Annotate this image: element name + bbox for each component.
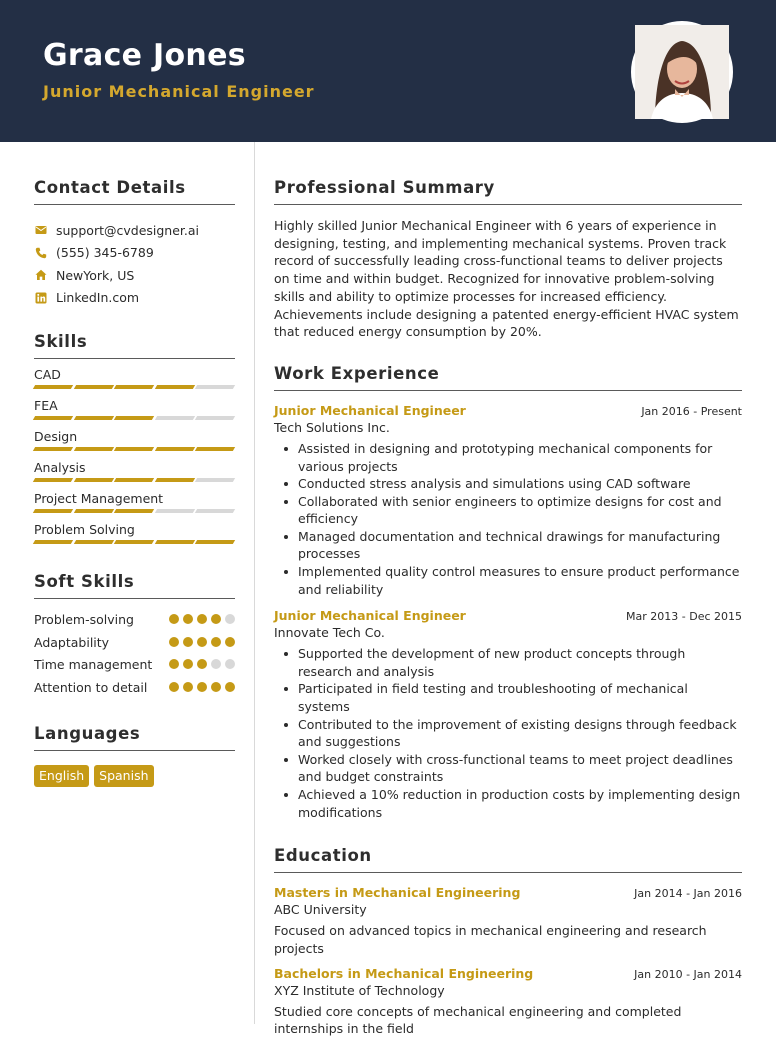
- job-company: Innovate Tech Co.: [274, 625, 385, 641]
- envelope-icon: [34, 223, 48, 237]
- rating-dot: [225, 614, 235, 624]
- skill-level-segment: [155, 385, 195, 389]
- resume-header: [0, 0, 776, 142]
- rating-dot: [183, 682, 193, 692]
- skill-level-bar: [34, 478, 235, 483]
- skill-name: FEA: [34, 398, 58, 413]
- skill-item: [34, 367, 235, 390]
- rating-dot: [211, 659, 221, 669]
- contact-location: [34, 264, 235, 287]
- skill-name: Design: [34, 429, 78, 444]
- rating-dot: [169, 614, 179, 624]
- rating-dot: [225, 682, 235, 692]
- skill-level-segment: [33, 509, 73, 513]
- rating-dot: [211, 614, 221, 624]
- skill-level-segment: [33, 385, 73, 389]
- phone-icon: [34, 246, 48, 260]
- skill-level-bar: [34, 385, 235, 390]
- soft-skills-section: [34, 572, 235, 696]
- degree-title: Masters in Mechanical Engineering: [274, 885, 521, 901]
- job-bullet: Assisted in designing and prototyping mechanical components for various projects: [274, 440, 742, 475]
- home-icon: [34, 268, 48, 282]
- soft-skill-item: [34, 679, 235, 697]
- job-bullet: Managed documentation and technical drawings for manufacturing processes: [274, 528, 742, 563]
- skill-level-segment: [114, 447, 154, 451]
- job-bullet: Worked closely with cross-functional teams to meet project deadlines and budget constraints: [274, 751, 742, 786]
- job-date: Mar 2013 - Dec 2015: [626, 610, 742, 624]
- skill-level-segment: [155, 447, 195, 451]
- language-badge: Spanish: [94, 765, 153, 787]
- job-company: Tech Solutions Inc.: [274, 419, 390, 435]
- rating-dot: [197, 682, 207, 692]
- rating-dot: [197, 614, 207, 624]
- skill-level-segment: [195, 478, 235, 482]
- skill-level-segment: [114, 478, 154, 482]
- skills-heading: Skills: [34, 332, 235, 359]
- job-entry: [274, 608, 742, 821]
- contact-phone-text: (555) 345-6789: [56, 245, 154, 261]
- rating-dot: [211, 637, 221, 647]
- experience-heading: Work Experience: [274, 364, 742, 391]
- contact-phone: [34, 242, 235, 265]
- soft-skill-item: [34, 611, 235, 629]
- job-bullet: Supported the development of new product concepts through research and analysis: [274, 645, 742, 680]
- job-title: Junior Mechanical Engineer: [274, 402, 466, 418]
- contact-section: [34, 178, 235, 309]
- skill-name: Problem Solving: [34, 522, 135, 537]
- school-name: ABC University: [274, 902, 367, 918]
- languages-section: [34, 724, 235, 787]
- rating-dot: [197, 659, 207, 669]
- job-bullet: Contributed to the improvement of existing designs through feedback and suggestions: [274, 716, 742, 751]
- skills-list: [34, 367, 235, 545]
- skill-level-segment: [195, 509, 235, 513]
- job-bullet: Implemented quality control measures to ensure product performance and reliability: [274, 563, 742, 598]
- rating-dot: [169, 637, 179, 647]
- contact-linkedin: [34, 287, 235, 310]
- skill-level-segment: [155, 416, 195, 420]
- summary-heading: Professional Summary: [274, 178, 742, 205]
- skill-level-segment: [155, 509, 195, 513]
- education-description: Focused on advanced topics in mechanical engineering and research projects: [274, 923, 707, 956]
- education-heading: Education: [274, 846, 742, 873]
- skill-level-segment: [195, 416, 235, 420]
- skill-level-bar: [34, 540, 235, 545]
- soft-skill-rating: [169, 634, 235, 647]
- skill-level-segment: [114, 416, 154, 420]
- job-bullet: Achieved a 10% reduction in production costs by implementing design modifications: [274, 786, 742, 821]
- skill-level-segment: [73, 509, 113, 513]
- left-column: [34, 142, 235, 787]
- skill-level-segment: [155, 540, 195, 544]
- skill-level-segment: [73, 447, 113, 451]
- skill-level-segment: [155, 478, 195, 482]
- skill-level-segment: [195, 540, 235, 544]
- soft-skill-name: Adaptability: [34, 634, 110, 650]
- rating-dot: [183, 614, 193, 624]
- skill-level-segment: [195, 447, 235, 451]
- skill-level-segment: [33, 416, 73, 420]
- linkedin-icon: [34, 291, 48, 305]
- skill-level-bar: [34, 416, 235, 421]
- rating-dot: [211, 682, 221, 692]
- contact-heading: Contact Details: [34, 178, 235, 205]
- skill-level-segment: [114, 385, 154, 389]
- education-section: [274, 846, 742, 1038]
- skill-level-segment: [73, 478, 113, 482]
- skill-level-segment: [33, 447, 73, 451]
- skill-item: [34, 398, 235, 421]
- school-name: XYZ Institute of Technology: [274, 982, 445, 998]
- profile-photo: [631, 21, 733, 123]
- job-bullets: [274, 440, 742, 598]
- skill-name: Analysis: [34, 460, 86, 475]
- summary-section: [274, 178, 742, 341]
- contact-email-text: support@cvdesigner.ai: [56, 222, 200, 238]
- education-entry: [274, 966, 742, 1038]
- soft-skills-list: [34, 611, 235, 696]
- summary-text: Highly skilled Junior Mechanical Engineer with 6 years of experience in designing, testing, and implementing mechanical systems. Proven track record of successfully leading cross-functional teams to deliver projects on time and within budget. Recognized for innovative problem-solving skills and ability to optimize processes for increased efficiency. Achievements include designing a patented energy-efficient HVAC system that reduced energy consumption by 20%.: [274, 218, 739, 340]
- soft-skill-item: [34, 634, 235, 652]
- education-entry: [274, 885, 742, 957]
- rating-dot: [225, 637, 235, 647]
- job-bullet: Collaborated with senior engineers to optimize designs for cost and efficiency: [274, 493, 742, 528]
- soft-skill-name: Attention to detail: [34, 679, 148, 695]
- rating-dot: [225, 659, 235, 669]
- skill-level-bar: [34, 509, 235, 514]
- degree-title: Bachelors in Mechanical Engineering: [274, 965, 534, 981]
- contact-email: [34, 219, 235, 242]
- rating-dot: [183, 659, 193, 669]
- rating-dot: [197, 637, 207, 647]
- skill-level-segment: [114, 509, 154, 513]
- skill-level-segment: [33, 478, 73, 482]
- skill-item: [34, 460, 235, 483]
- soft-skill-rating: [169, 611, 235, 624]
- skill-level-segment: [33, 540, 73, 544]
- skill-name: Project Management: [34, 491, 164, 506]
- soft-skill-name: Time management: [34, 657, 153, 672]
- education-description: Studied core concepts of mechanical engineering and completed internships in the field: [274, 1003, 682, 1037]
- soft-skill-rating: [169, 656, 235, 669]
- job-title: Junior Mechanical Engineer: [274, 608, 466, 624]
- soft-skills-heading: Soft Skills: [34, 572, 235, 599]
- job-entry: [274, 403, 742, 598]
- soft-skill-rating: [169, 679, 235, 692]
- rating-dot: [169, 659, 179, 669]
- experience-section: [274, 364, 742, 821]
- job-bullets: [274, 645, 742, 821]
- skill-item: [34, 522, 235, 545]
- skill-level-segment: [114, 540, 154, 544]
- skill-item: [34, 491, 235, 514]
- education-date: Jan 2010 - Jan 2014: [634, 967, 742, 981]
- skills-section: [34, 332, 235, 545]
- rating-dot: [169, 682, 179, 692]
- contact-linkedin-text: LinkedIn.com: [56, 290, 140, 306]
- skill-level-segment: [73, 385, 113, 389]
- languages-heading: Languages: [34, 724, 235, 751]
- job-bullet: Participated in field testing and troubleshooting of mechanical systems: [274, 680, 742, 715]
- education-date: Jan 2014 - Jan 2016: [634, 887, 742, 901]
- contact-location-text: NewYork, US: [56, 267, 135, 283]
- job-date: Jan 2016 - Present: [641, 404, 742, 418]
- skill-level-segment: [73, 416, 113, 420]
- languages-list: [34, 765, 235, 787]
- candidate-name: Grace Jones: [43, 38, 246, 73]
- language-badge: English: [34, 765, 89, 787]
- skill-level-segment: [73, 540, 113, 544]
- contact-list: [34, 219, 235, 309]
- rating-dot: [183, 637, 193, 647]
- job-bullet: Conducted stress analysis and simulations using CAD software: [274, 475, 742, 493]
- soft-skill-item: [34, 656, 235, 674]
- right-column: [274, 142, 742, 1038]
- skill-level-bar: [34, 447, 235, 452]
- skill-name: CAD: [34, 367, 61, 382]
- soft-skill-name: Problem-solving: [34, 612, 134, 627]
- candidate-title: Junior Mechanical Engineer: [43, 82, 315, 101]
- skill-item: [34, 429, 235, 452]
- profile-photo-icon: [635, 25, 729, 119]
- skill-level-segment: [195, 385, 235, 389]
- column-divider: [254, 142, 255, 1024]
